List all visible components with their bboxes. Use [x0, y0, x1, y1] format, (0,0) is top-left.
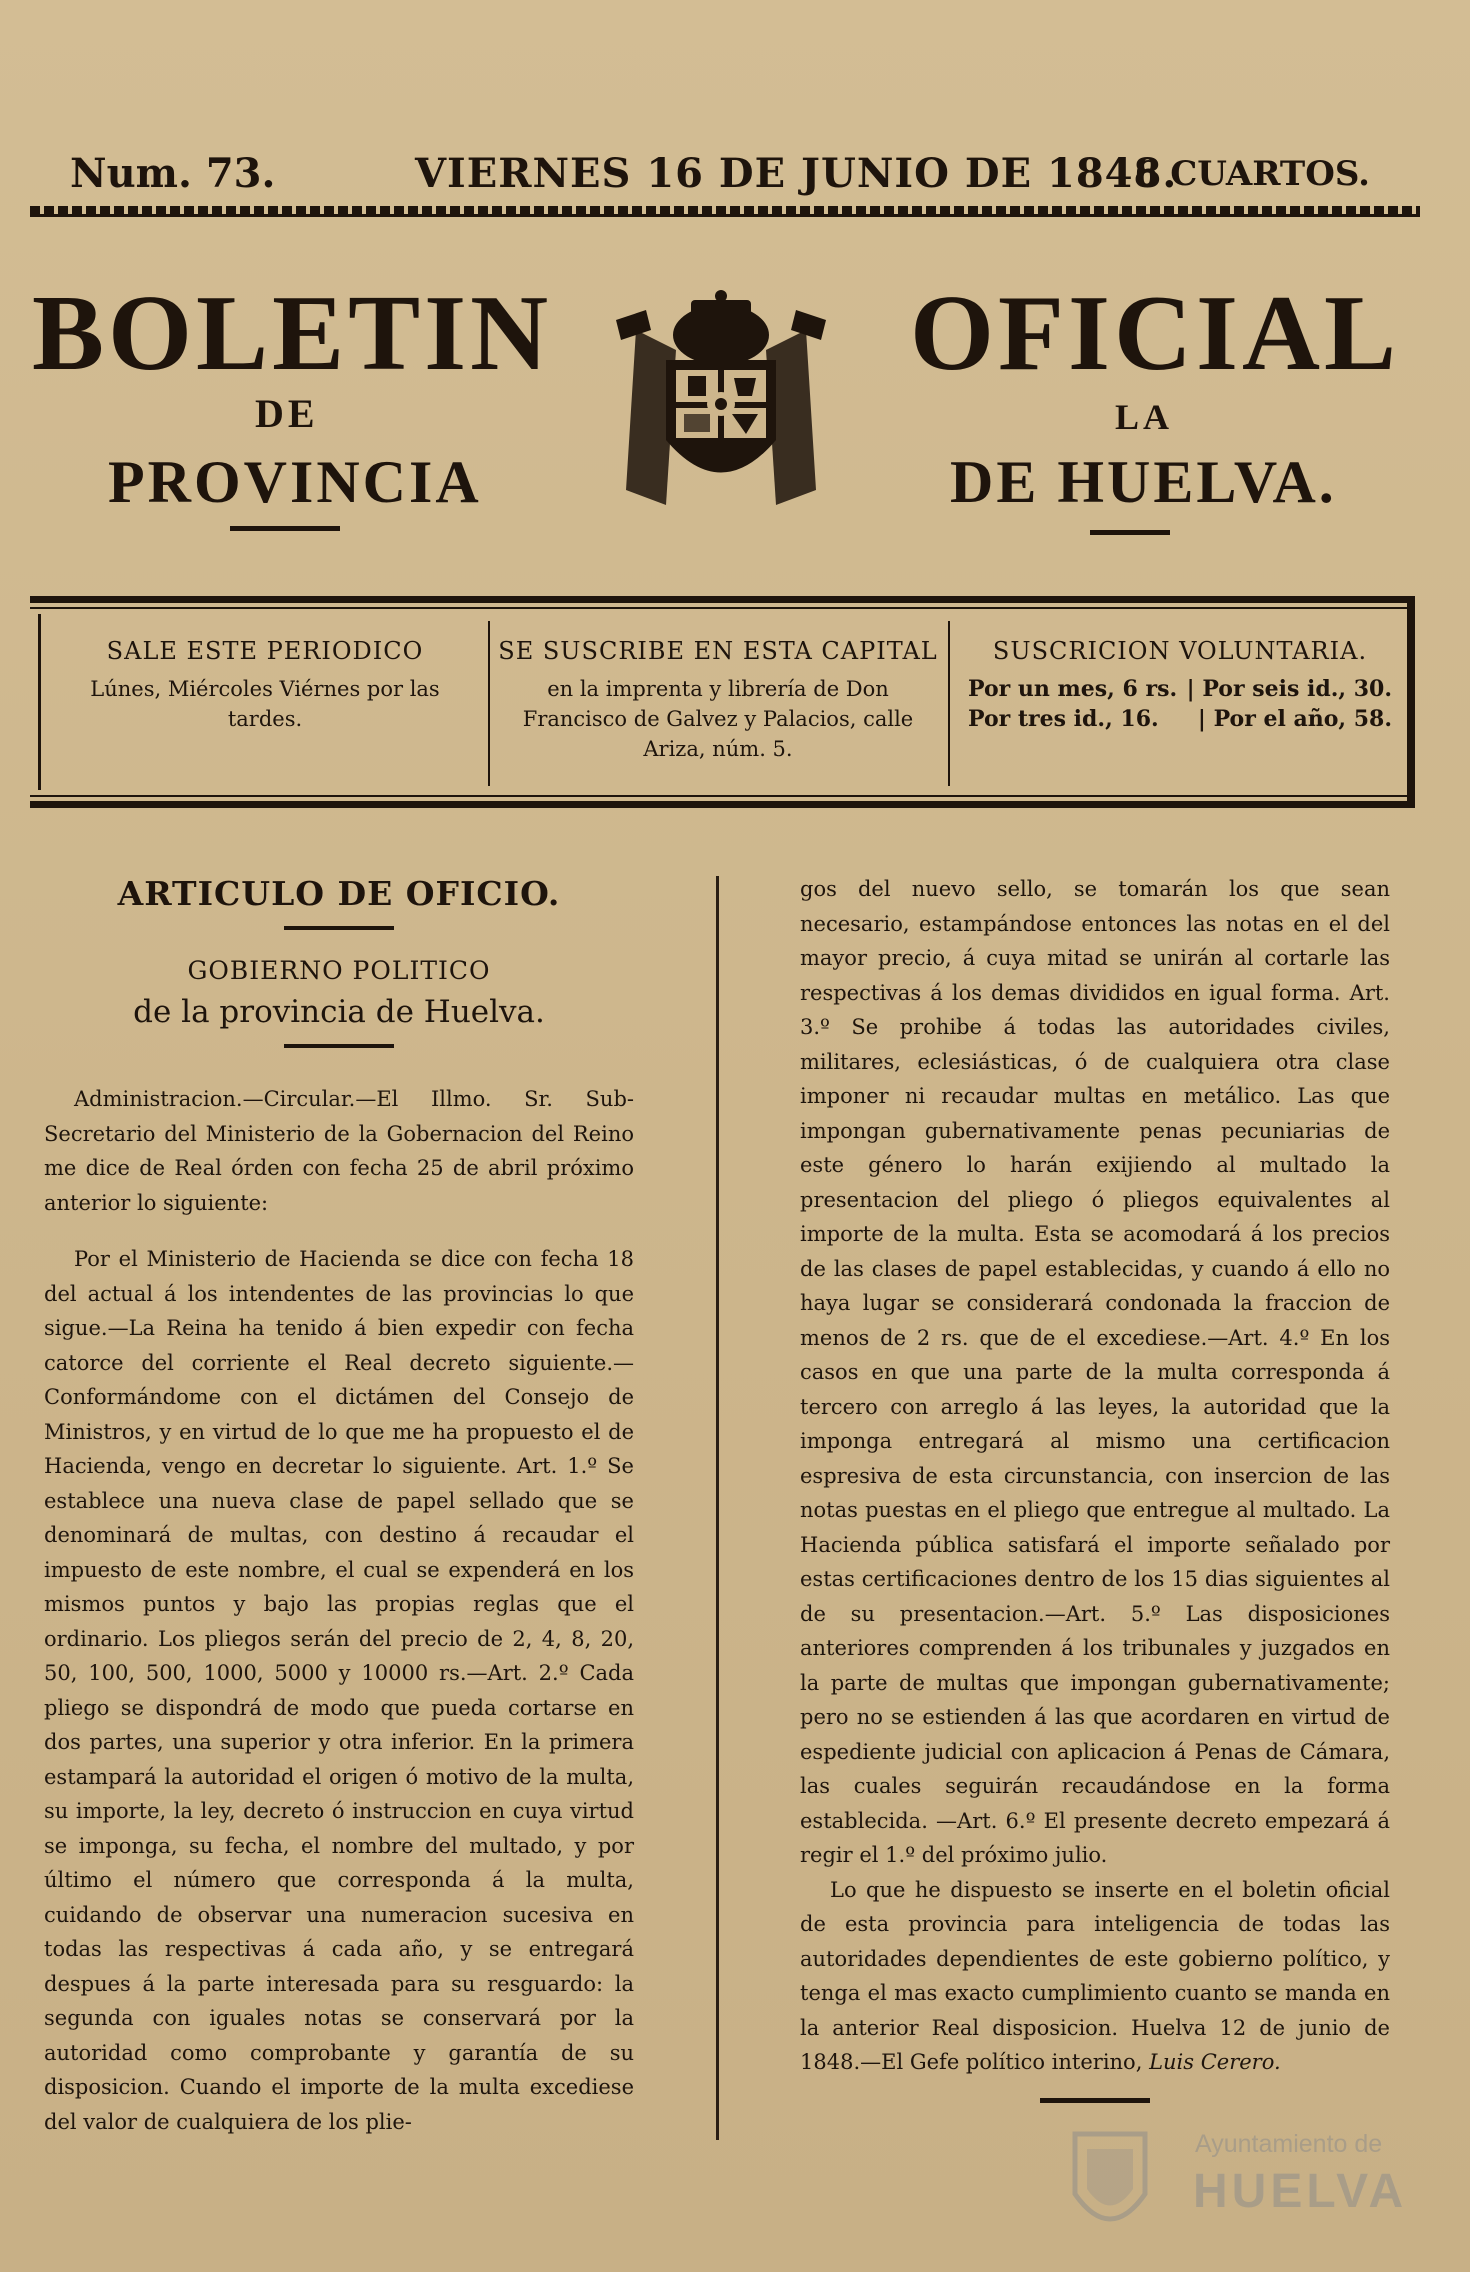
- title-de: DE: [255, 391, 319, 436]
- rate-left: Por un mes, 6 rs.: [968, 676, 1178, 702]
- schedule-text: Lúnes, Miércoles Viérnes por las tardes.: [90, 677, 440, 731]
- end-bar: [1040, 2098, 1150, 2103]
- subscription-rates: [960, 636, 1400, 734]
- rate-right: | Por el año, 58.: [1197, 706, 1392, 732]
- box-border-top: [30, 596, 1415, 603]
- box-border-right: [1407, 596, 1415, 808]
- column-divider: [716, 876, 719, 2140]
- box-border-top-thin: [30, 607, 1415, 609]
- section-bar: [284, 926, 394, 930]
- watermark: [1065, 2124, 1425, 2244]
- schedule-title: SALE ESTE PERIODICO: [106, 637, 424, 665]
- box-divider-2: [948, 621, 950, 786]
- title-boletin: BOLETIN: [32, 274, 553, 393]
- info-box: [30, 596, 1415, 808]
- section-title: ARTICULO DE OFICIO.: [117, 874, 561, 913]
- title-underbar-right: [1090, 530, 1170, 535]
- title-provincia: PROVINCIA: [108, 449, 482, 515]
- box-border-bottom-thin: [30, 795, 1415, 797]
- title-la: LA: [1115, 397, 1174, 437]
- rate-row: [960, 704, 1400, 734]
- issue-date: VIERNES 16 DE JUNIO DE 1848.: [415, 150, 1178, 197]
- rate-left: Por tres id., 16.: [968, 706, 1159, 732]
- masthead-topline: [70, 150, 1410, 200]
- signature: Luis Cerero.: [1149, 2050, 1281, 2074]
- subscription-title: SE SUSCRIBE EN ESTA CAPITAL: [498, 637, 938, 665]
- title-underbar-left: [230, 526, 340, 531]
- rate-row: [960, 674, 1400, 704]
- subscription-text: en la imprenta y librería de Don Francisco de Galvez y Palacios, calle Ariza, núm. 5.: [522, 677, 914, 761]
- watermark-line2: HUELVA: [1193, 2165, 1408, 2218]
- left-column: [44, 872, 634, 2139]
- paragraph: Administracion.—Circular.—El Illmo. Sr. Sub-Secretario del Ministerio de la Gobernacion del Reino me dice de Real órden con fecha 25 de abril próximo anterior lo siguiente:: [44, 1087, 634, 1215]
- rate-right: | Por seis id., 30.: [1186, 676, 1392, 702]
- subsection-subtitle: de la provincia de Huelva.: [133, 994, 545, 1030]
- city-shield-icon: [1065, 2124, 1155, 2244]
- title-de-huelva: DE HUELVA.: [950, 449, 1337, 515]
- issue-price: 6 CUARTOS.: [1134, 154, 1370, 194]
- subscription-location: [498, 636, 938, 764]
- box-divider-1: [488, 621, 490, 786]
- paragraph-closing: [800, 1873, 1390, 2080]
- issue-number: Num. 73.: [70, 150, 276, 197]
- subsection-bar: [284, 1044, 394, 1048]
- watermark-line1: Ayuntamiento de: [1195, 2130, 1383, 2158]
- box-border-bottom: [30, 801, 1415, 808]
- box-border-left: [38, 614, 41, 790]
- ornamental-rule-line: [30, 214, 1420, 217]
- closing-text: Lo que he dispuesto se inserte en el boletin oficial de esta provincia para inteligencia de todas las autoridades dependientes de este gobierno político, y tenga el mas exacto cumplimiento cuanto se manda en la anterior Real disposicion. Huelva 12 de junio de 1848.—El Gefe político interino,: [800, 1877, 1390, 2074]
- subsection-title: GOBIERNO POLITICO: [187, 956, 491, 985]
- paragraph: gos del nuevo sello, se tomarán los que sean necesario, estampándose entonces las notas en el del mayor precio, á cuya mitad se unirán al cortarle las respectivas á los demas divididos en igual forma. Art. 3.º Se prohibe á todas las autoridades civiles, militares, eclesiásticas, ó de cualquiera otra clase imponer ni recaudar multas en metálico. Las que impongan gubernativamente penas pecuniarias de este género lo harán exijiendo al multado la presentacion del pliego ó pliegos equivalentes al importe de la multa. Esta se acomodará á los precios de las clases de papel establecidas, y cuando á ello no haya lugar se considerará condonada la fraccion de menos de 2 rs. que de el excediese.—Art. 4.º En los casos en que una parte de la multa corresponda á tercero con arreglo á las leyes, la autoridad que la imponga entregará al mismo una certificacion espresiva de esta circunstancia, con insercion de las notas puestas en el pliego que entregue al multado. La Hacienda pública satisfará el importe señalado por estas certificaciones dentro de los 15 dias siguientes al de su presentacion.—Art. 5.º Las disposiciones anteriores comprenden á los tribunales y juzgados en la parte de multas que impongan gubernativamente; pero no se estienden á las que acordaren en virtud de espediente judicial con aplicacion á Penas de Cámara, las cuales seguirán recaudándose en la forma establecida. —Art. 6.º El presente decreto empezará á regir el 1.º del próximo julio.: [800, 877, 1390, 1867]
- title-oficial: OFICIAL: [910, 274, 1401, 393]
- rates-title: SUSCRICION VOLUNTARIA.: [992, 637, 1368, 665]
- coat-of-arms-icon: [606, 290, 836, 520]
- publication-schedule: [55, 636, 475, 734]
- ornamental-rule: [30, 206, 1420, 214]
- right-column: [800, 872, 1390, 2103]
- paragraph: Por el Ministerio de Hacienda se dice con fecha 18 del actual á los intendentes de las provincias lo que sigue.—La Reina ha tenido á bien expedir con fecha catorce del corriente el Real decreto siguiente.—Conformándome con el dictámen del Consejo de Ministros, y en virtud de lo que me ha propuesto el de Hacienda, vengo en decretar lo siguiente. Art. 1.º Se establece una nueva clase de papel sellado que se denominará de multas, con destino á recaudar el impuesto de este nombre, el cual se expenderá en los mismos puntos y bajo las propias reglas que el ordinario. Los pliegos serán del precio de 2, 4, 8, 20, 50, 100, 500, 1000, 5000 y 10000 rs.—Art. 2.º Cada pliego se dispondrá de modo que pueda cortarse en dos partes, una superior y otra inferior. En la primera estampará la autoridad el origen ó motivo de la multa, su importe, la ley, decreto ó instruccion en cuya virtud se imponga, su fecha, el nombre del multado, y por último el número que corresponda á la multa, cuidando de observar una numeracion sucesiva en todas las respectivas á cada año, y se entregará despues á la parte interesada para su resguardo: la segunda con iguales notas se conservará por la autoridad como comprobante y garantía de su disposicion. Cuando el importe de la multa excediese del valor de cualquiera de los plie-: [44, 1247, 634, 2134]
